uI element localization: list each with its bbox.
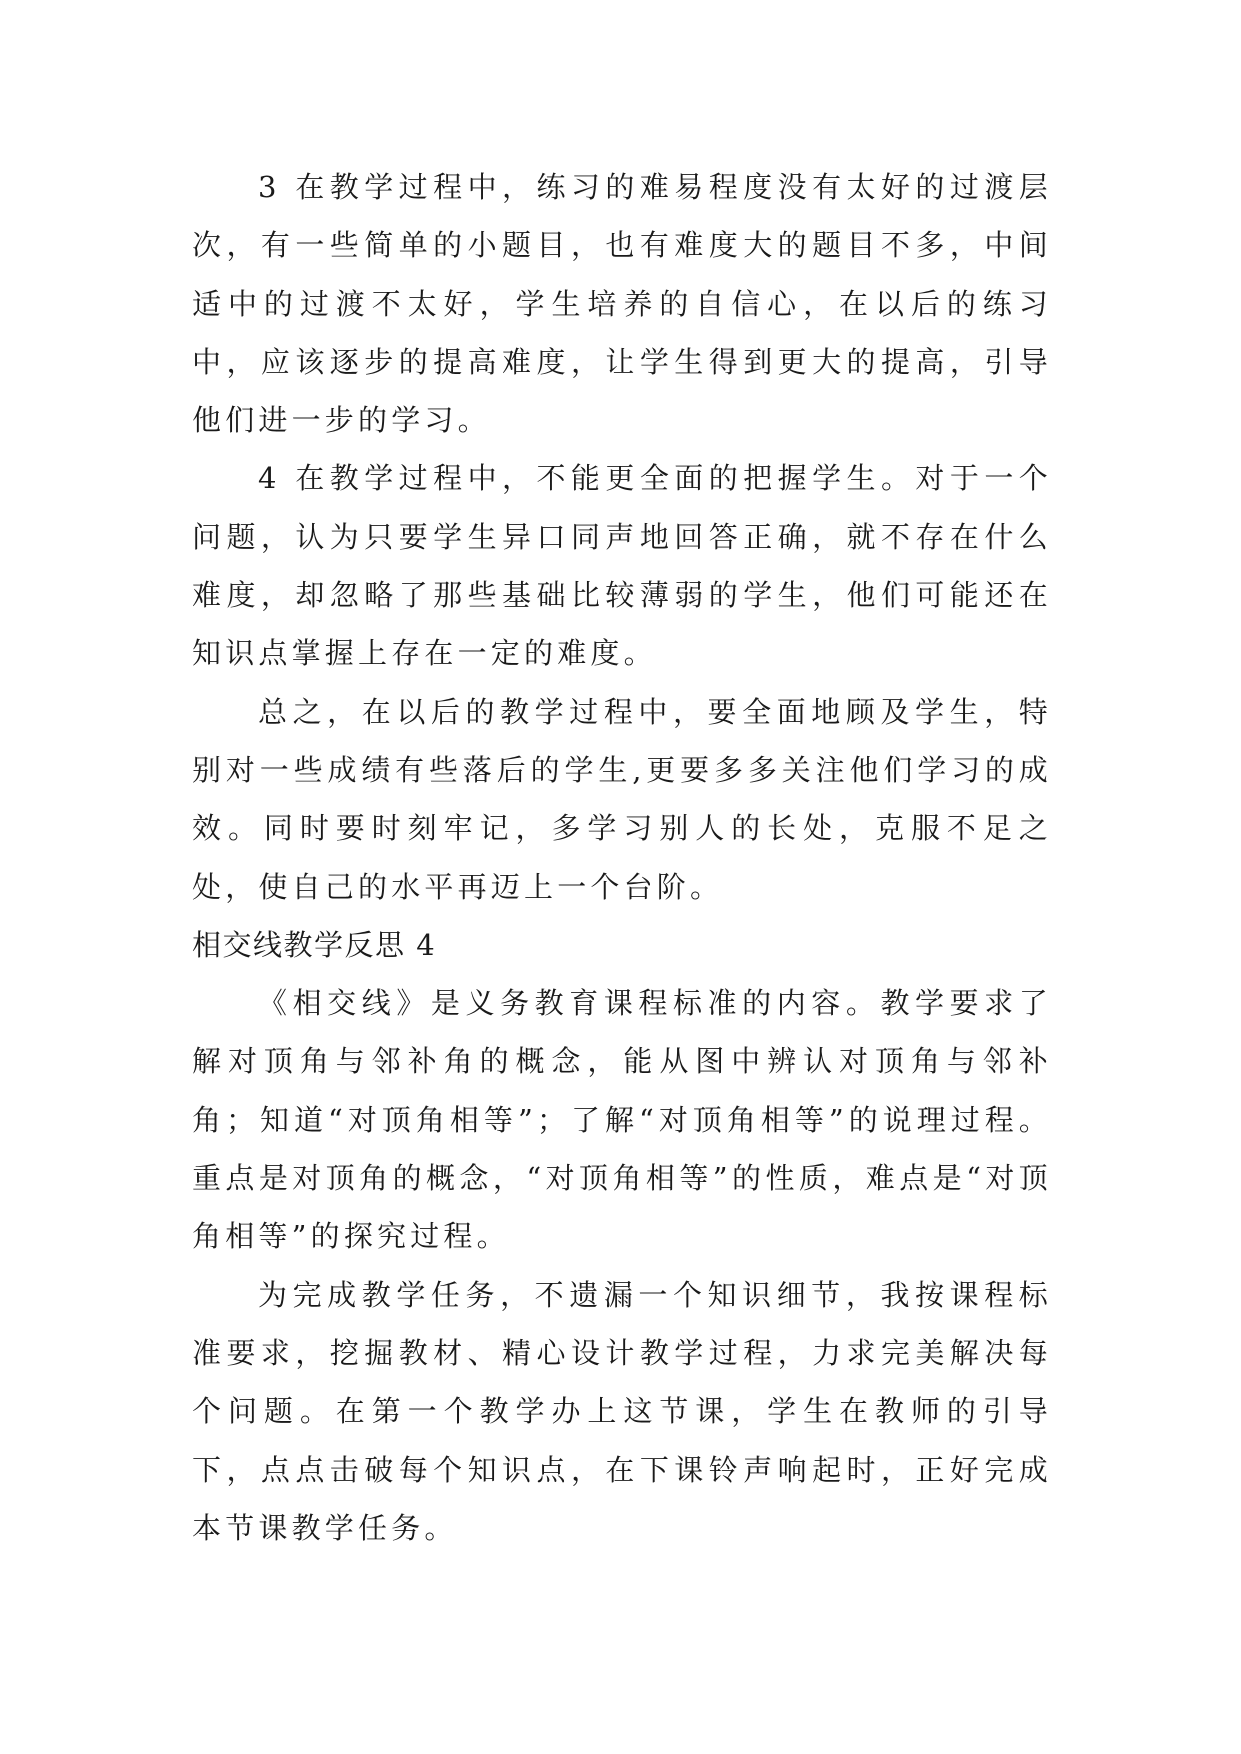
paragraph-3: 总之，在以后的教学过程中，要全面地顾及学生，特别对一些成绩有些落后的学生,更要多多关注他们学习的成效。同时要时刻牢记，多学习别人的长处，克服不足之处，使自己的水平再迈上一个台阶。 bbox=[192, 694, 1052, 904]
paragraph-1: 3 在教学过程中，练习的难易程度没有太好的过渡层次，有一些简单的小题目，也有难度大的题目不多，中间适中的过渡不太好，学生培养的自信心，在以后的练习中，应该逐步的提高难度，让学生得到更大的提高，引导他们进一步的学习。 bbox=[192, 170, 1052, 438]
section-heading: 相交线教学反思 4 bbox=[192, 927, 437, 962]
paragraph-2: 4 在教学过程中，不能更全面的把握学生。对于一个问题，认为只要学生异口同声地回答正确，就不存在什么难度，却忽略了那些基础比较薄弱的学生，他们可能还在知识点掌握上存在一定的难度。 bbox=[192, 461, 1052, 671]
section-paragraph-1: 《相交线》是义务教育课程标准的内容。教学要求了解对顶角与邻补角的概念，能从图中辨认对顶角与邻补角；知道“对顶角相等”；了解“对顶角相等”的说理过程。重点是对顶角的概念，“对顶角相等”的性质，难点是“对顶角相等”的探究过程。 bbox=[192, 986, 1052, 1254]
section-paragraph-2: 为完成教学任务，不遗漏一个知识细节，我按课程标准要求，挖掘教材、精心设计教学过程，力求完美解决每个问题。在第一个教学办上这节课，学生在教师的引导下，点点击破每个知识点，在下课铃声响起时，正好完成本节课教学任务。 bbox=[192, 1277, 1052, 1545]
document-body bbox=[192, 158, 1052, 1557]
